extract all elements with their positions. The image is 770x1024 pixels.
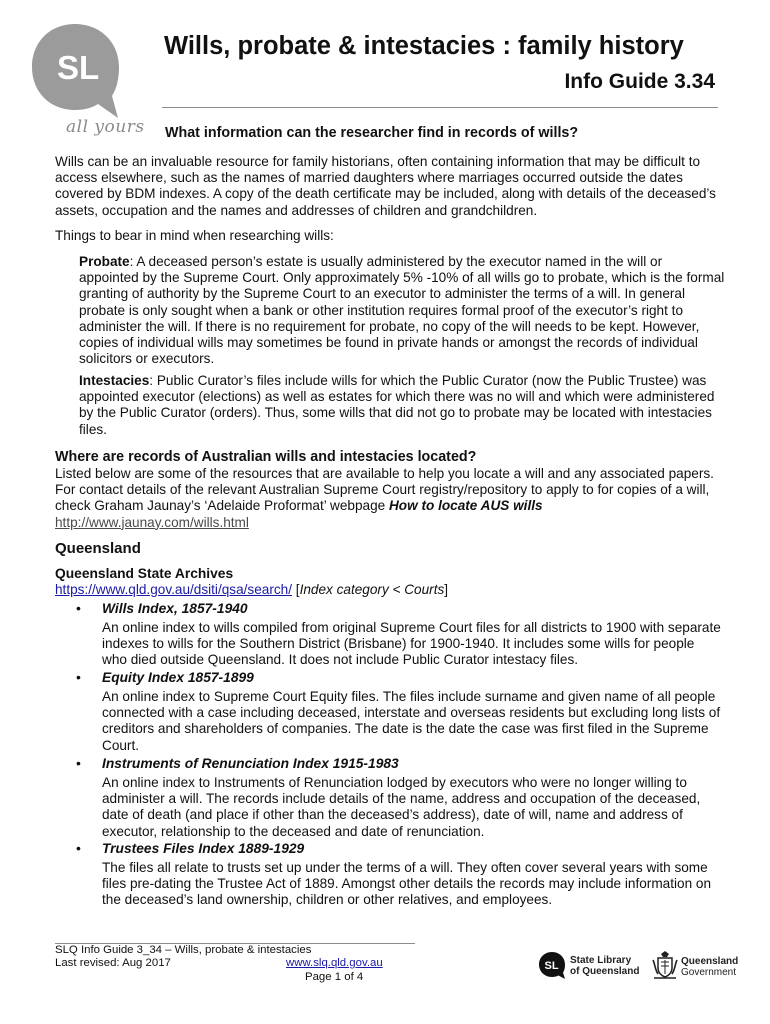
qsa-index-note: Index category < Courts — [299, 582, 445, 597]
header-divider — [162, 107, 718, 108]
slq-logo-name: State Library of Queensland — [570, 955, 640, 977]
intestacies-paragraph — [79, 373, 725, 438]
intestacies-label: Intestacies — [79, 373, 150, 388]
item-description: The files all relate to trusts set up under the terms of a will. They often cover several years with some files pre-dating the Trustee Act of 1889. Amongst other details the records may include information on the deceased’s land ownership, children or other relatives, and employees. — [102, 860, 712, 908]
item-description: An online index to Supreme Court Equity files. The files include surname and given name of all people connected with a case including deceased, interstate and overseas residents but excluding long lists of creditors and shareholders of companies. The date is the date the case was first filed in the Supreme Court. — [102, 689, 721, 753]
qsa-search-link[interactable]: https://www.qld.gov.au/dsiti/qsa/search/ — [55, 582, 293, 597]
slq-logo-text: SL — [544, 960, 559, 972]
footer-revised: Last revised: Aug 2017 — [55, 957, 171, 969]
item-description: An online index to wills compiled from original Supreme Court files for all districts to 1900 with separate indexes to wills for the Southern District (Brisbane) for 1900-1940. It includes some wills for people who died outside Queensland. It does not include Public Curator intestacy files. — [102, 620, 721, 668]
qsa-heading: Queensland State Archives — [55, 566, 234, 581]
jaunay-link[interactable]: http://www.jaunay.com/wills.html — [55, 514, 249, 530]
section-heading-queensland: Queensland — [55, 540, 141, 557]
page-title: Wills, probate & intestacies : family history — [164, 32, 684, 60]
item-title: Instruments of Renunciation Index 1915-1983 — [102, 756, 399, 771]
logo-tagline: all yours — [66, 117, 145, 137]
where-paragraph — [55, 466, 725, 531]
intestacies-text: : Public Curator’s files include wills for which the Public Curator (now the Public Trustee) was appointed executor (elections) as well as estates for which there was no will and which were administered by the Public Curator (orders). Thus, some wills that did not go to probate may be located with intestacies files. — [79, 373, 715, 437]
guide-number: Info Guide 3.34 — [564, 70, 715, 93]
section-heading-where: Where are records of Australian wills and intestacies located? — [55, 449, 477, 465]
qsa-link-line: https://www.qld.gov.au/dsiti/qsa/search/ [Index category < Courts] — [55, 582, 449, 597]
bullet-icon: • — [76, 669, 81, 685]
section-heading-what-info: What information can the researcher find in records of wills? — [165, 125, 579, 141]
footer-website-link[interactable]: www.slq.qld.gov.au — [286, 957, 383, 969]
probate-label: Probate — [79, 254, 130, 269]
probate-paragraph — [79, 254, 725, 367]
footer-guide-title: SLQ Info Guide 3_34 – Wills, probate & intestacies — [55, 944, 312, 956]
how-to-locate-wills: How to locate AUS wills — [388, 498, 543, 514]
item-title: Equity Index 1857-1899 — [102, 670, 254, 685]
where-text: Listed below are some of the resources that are available to help you locate a will and any associated papers. For contact details of the relevant Australian Supreme Court registry/repository to apply to for copies of a will, check Graham Jaunay’s ‘Adelaide Proformat’ webpage — [55, 466, 714, 514]
item-description: An online index to Instruments of Renunciation lodged by executors who were no longer willing to administer a will. The records include details of the name, address and occupation of the deceased, date of death (and place if other than the deceased’s address), date of will, name and address of executor, relationship to the deceased and date of renunciation. — [102, 775, 701, 839]
page-number: Page 1 of 4 — [305, 971, 364, 983]
logo-text: SL — [57, 49, 100, 86]
queensland-government-name: Queensland Government — [681, 956, 739, 978]
things-to-bear-in-mind: Things to bear in mind when researching wills: — [55, 228, 334, 243]
bullet-icon: • — [76, 755, 81, 771]
queensland-crest-icon — [650, 948, 680, 980]
intro-paragraph: Wills can be an invaluable resource for family historians, often containing information that may be difficult to access elsewhere, such as the names of married daughters where marriages occurred outside the dates covered by BDM indexes. A copy of the death certificate may be included, along with details of the deceased’s assets, occupation and the names and addresses of children and grandchildren. — [55, 154, 716, 218]
bullet-icon: • — [76, 840, 81, 856]
item-title: Wills Index, 1857-1940 — [102, 601, 248, 616]
bullet-icon: • — [76, 600, 81, 616]
slq-logo-icon — [537, 950, 567, 980]
probate-text: : A deceased person’s estate is usually administered by the executor named in the will or appointed by the Supreme Court. Only approximately 5% -10% of all wills go to probate, which is the formal granting of authority by the Supreme Court to an executor to administer the terms of a will. In general probate is only sought when a bank or other institution requires formal proof of the executor’s right to administer the will. If there is no requirement for probate, no copy of the will needs to be kept. However, copies of individual wills may sometimes be found in private hands or amongst the records of individual solicitors or executors. — [79, 254, 725, 367]
slq-logo-bubble — [24, 18, 126, 120]
item-title: Trustees Files Index 1889-1929 — [102, 841, 305, 856]
